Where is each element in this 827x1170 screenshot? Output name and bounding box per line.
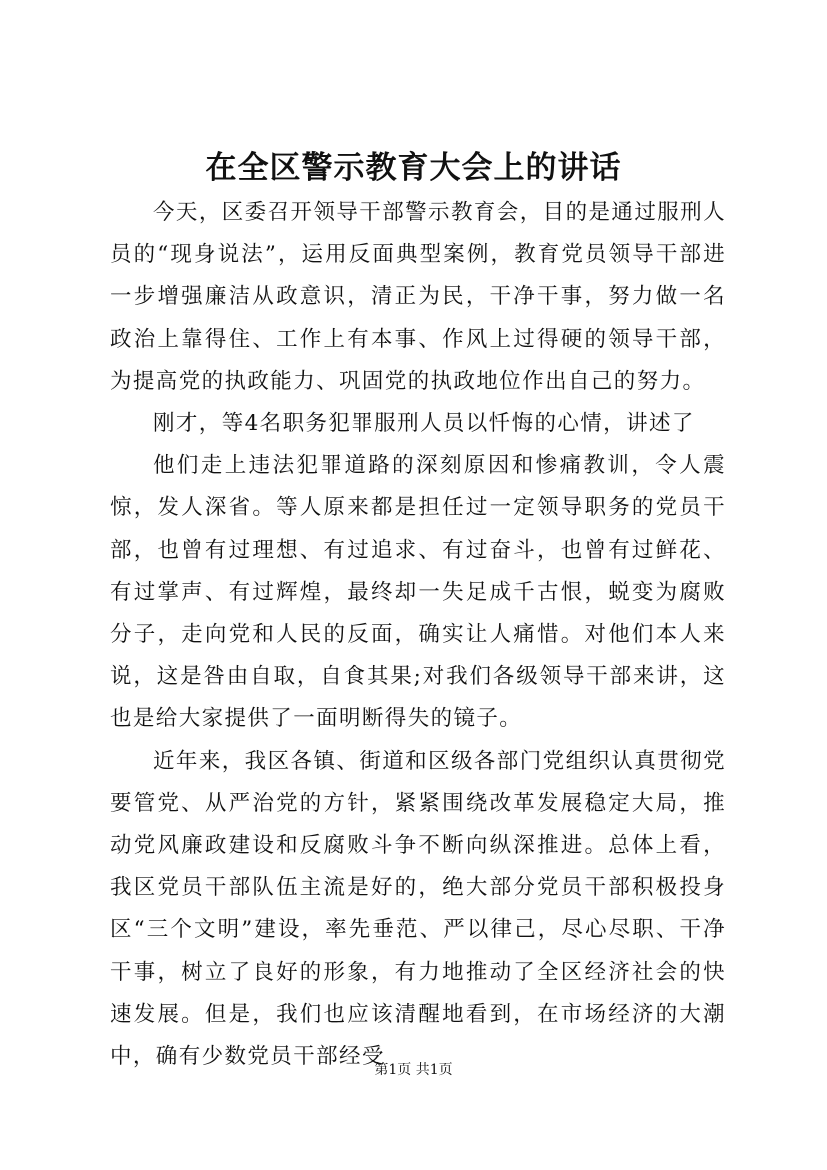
page-footer: 第1页 共1页 — [374, 1062, 453, 1078]
paragraph-3: 他们走上违法犯罪道路的深刻原因和惨痛教训，令人震惊，发人深省。等人原来都是担任过一定领导职务的党员干部，也曾有过理想、有过追求、有过奋斗，也曾有过鲜花、有过掌声、有过辉煌，最终却一失足成千古恨，蜕变为腐败分子，走向党和人民的反面，确实让人痛惜。对他们本人来说，这是咎由自取，自食其果;对我们各级领导干部来讲，这也是给大家提供了一面明断得失的镜子。 — [110, 453, 726, 732]
paragraph-1: 今天，区委召开领导干部警示教育会，目的是通过服刑人员的“现身说法”，运用反面典型案例，教育党员领导干部进一步增强廉洁从政意识，清正为民，干净干事，努力做一名政治上靠得住、工作上有本事、作风上过得硬的领导干部，为提高党的执政能力、巩固党的执政地位作出自己的努力。 — [110, 200, 726, 394]
paragraph-2: 刚才，等4名职务犯罪服刑人员以忏悔的心情，讲述了 — [153, 411, 695, 437]
document-title: 在全区警示教育大会上的讲话 — [205, 150, 622, 186]
document-body — [110, 192, 726, 1078]
paragraph-4: 近年来，我区各镇、街道和区级各部门党组织认真贯彻党要管党、从严治党的方针，紧紧围绕改革发展稳定大局，推动党风廉政建设和反腐败斗争不断向纵深推进。总体上看，我区党员干部队伍主流是好的，绝大部分党员干部积极投身区“三个文明”建设，率先垂范、严以律己，尽心尽职、干净干事，树立了良好的形象，有力地推动了全区经济社会的快速发展。但是，我们也应该清醒地看到，在市场经济的大潮中，确有少数党员干部经受 — [110, 748, 726, 1070]
